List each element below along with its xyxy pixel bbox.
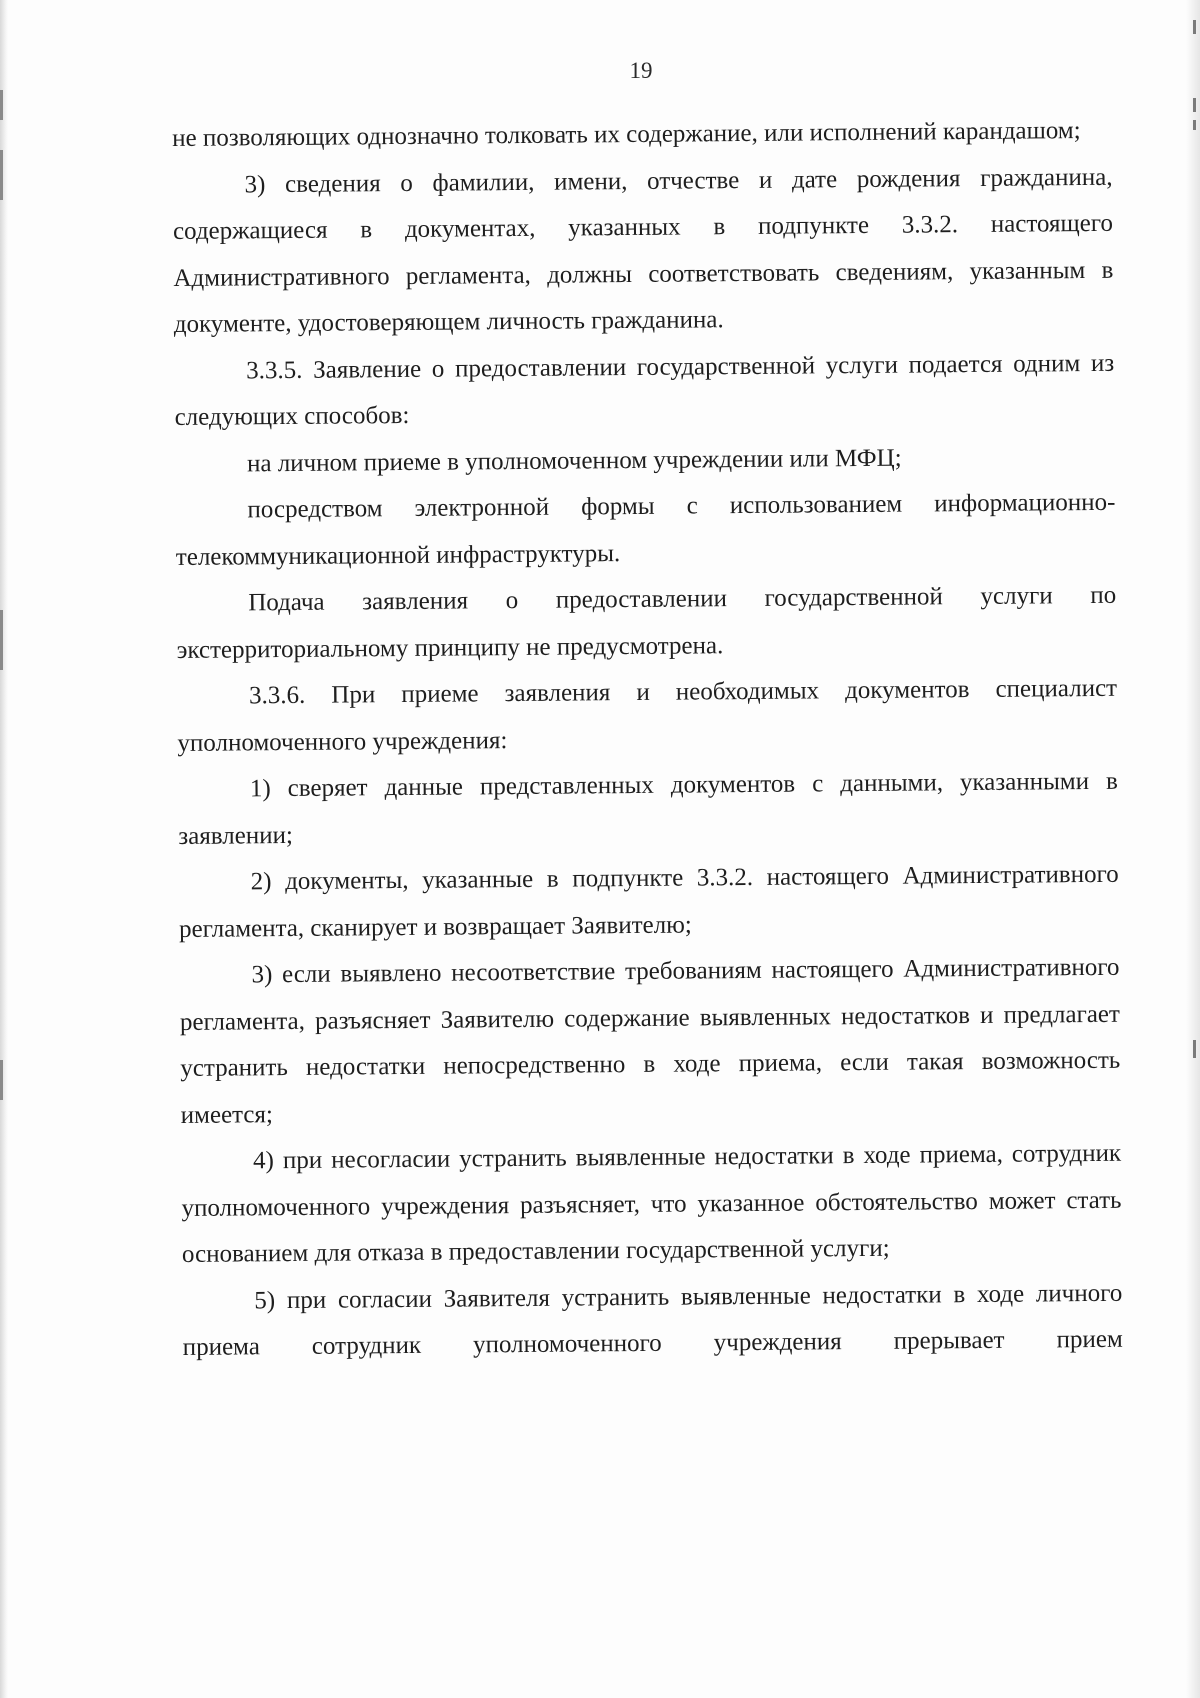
paragraph-item-3-mismatch: 3) если выявлено несоответствие требованиям настоящего Административного регламента, разъясняет Заявителю содержание выявленных недостатков и предлагает устранить недостатки непосредственно в ходе приема, если такая возможность имеется; [179,953,1121,1129]
paragraph-item-1: 1) сверяет данные представленных документов с данными, указанными в заявлении; [178,767,1118,850]
paragraph-method-in-person: на личном приеме в уполномоченном учреждении или МФЦ; [246,444,902,477]
page-number: 19 [629,58,653,83]
paragraph-3-3-5: 3.3.5. Заявление о предоставлении государственной услуги подается одним из следующих способов: [174,349,1115,431]
paragraph-method-electronic: посредством электронной формы с использованием информационно-телекоммуникационной инфраструктуры. [175,488,1116,571]
paragraph-item-3: 3) сведения о фамилии, имени, отчестве и дате рождения гражданина, содержащиеся в документах, указанных в подпункте 3.3.2. настоящего Административного регламента, должны соответствовать сведениям, указанным в документе, удостоверяющем личность гражданина. [172,163,1114,338]
scan-edge-left [0,0,8,1698]
paragraph-continuation: не позволяющих однозначно толковать их содержание, или исполнений карандашом; [172,117,1081,152]
paragraph-item-5: 5) при согласии Заявителя устранить выявленные недостатки в ходе личного приема сотрудник уполномоченного учреждения прерывает прием [182,1279,1123,1361]
scan-edge-right [1186,0,1200,1698]
paragraph-3-3-6: 3.3.6. При приеме заявления и необходимых документов специалист уполномоченного учреждения: [177,674,1118,757]
paragraph-extraterritorial: Подача заявления о предоставлении государственной услуги по экстерриториальному принципу не предусмотрена. [176,581,1117,664]
paragraph-item-4: 4) при несогласии устранить выявленные недостатки в ходе приема, сотрудник уполномоченного учреждения разъясняет, что указанное обстоятельство может стать основанием для отказа в предоставлении государственной услуги; [181,1139,1122,1268]
paragraph-item-2: 2) документы, указанные в подпункте 3.3.2. настоящего Административного регламента, сканирует и возвращает Заявителю; [178,860,1119,943]
body-text [172,108,1123,1372]
